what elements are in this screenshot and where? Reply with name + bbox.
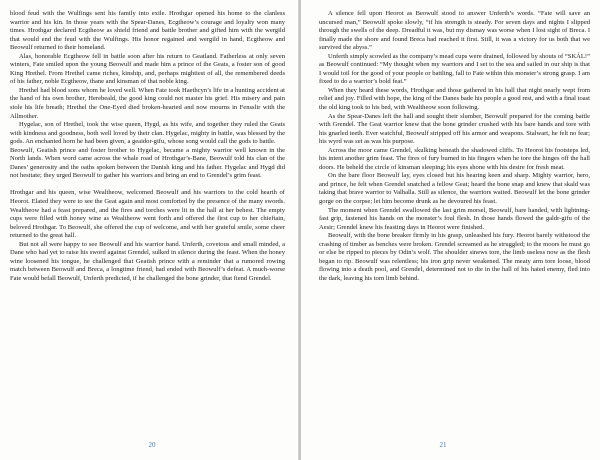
paragraph: Beowulf, Geatish prince and foster brother to Hygelac, became a mighty warrior well known in the North lands. When word came across the whale road of Hrothgar’s-Bane, Beowulf told his clan of the Danes’ generosity and the oaths spoken between the Danish king and his father. Hygelac and Hygd did not hesitate; they urged Beowulf to gather his warriors and bring an end to Grendel’s grim feast. <box>10 146 285 180</box>
paragraph: Hrothgar and his queen, wise Wealtheow, welcomed Beowulf and his warriors to the cold hearth of Heorot. Elated they were to see the Geat again and most comforted by the presence of the many swords. Wealtheow had a feast prepared, and the fires and torches were lit in the hall at her behest. The empty cups were filled with honey wine as Wealtheow went forth and offered the first cup to her chieftain, beloved Hrothgar. To Beowulf, she offered the cup of welcome, and with her grateful smile, some cheer returned to the great hall. <box>10 189 285 240</box>
paragraph: blood feud with the Wulfings sent his family into exile. Hrothgar opened his home to the clanless warrior and his kin. In those years with the Spear-Danes, Ecgtheow’s courage and loyalty won many times. Hrothgar declared Ecgtheow as shield friend and battle brother and gifted him with the wergild that would end the feud with the Wulfings. His honor regained and wergild in hand, Ecgtheow and Beowulf returned to their homeland. <box>10 10 285 52</box>
paragraph: On the bare floor Beowulf lay, eyes closed but his hearing keen and sharp. Mighty warrior, hero, and prince, he felt when Grendel snatched a fellow Geat; heard the bone snap and knew that skald was taking that brave warrior to Valhalla. Still as silence, the warriors waited. Beowulf let the bone grinder gorge on the corpse; let him become drunk as he devoured his feast. <box>319 172 590 206</box>
left-page-body <box>10 10 285 436</box>
paragraph: Beowulf, with the bone breaker firmly in his grasp, unleashed his fury. Heorot barely withstood the crashing of timber as benches were broken. Grendel screamed as he struggled; to the moors he must go or else be ripped to pieces by Odin’s wolf. The shoulder sinews tore, the limb useless now as the flesh began to rip. Beowulf was relentless; his iron grip never weakened. The meaty arm tore loose, blood flowing into a death pool, and Grendel, determined not to die in the hall of his hated enemy, fled into the dark, leaving his torn limb behind. <box>319 232 590 282</box>
paragraph: The moment when Grendel swallowed the last grim morsel, Beowulf, bare handed, with lightning-fast grip, fastened his hands on the monster’s foul flesh. In those hands flowed the galdr-gifu of the Aesir; Grendel knew his feasting days in Heorot were finished. <box>319 206 590 231</box>
paragraph: Across the moor came Grendel, skulking beneath the shadowed cliffs. To Heorot his footsteps led, his intent another grim feast. The fires of fury burned in his fingers when he tore the hinges off the hall doors. He beheld the circle of kinsman sleeping; his eyes shone with his desire for fresh meat. <box>319 146 590 171</box>
paragraph: As the Spear-Danes left the hall and sought their slumber, Beowulf prepared for the coming battle with Grendel. The Geat warrior knew that the bone grinder crushed with his bare hands and tore with his gnarled teeth. Ever watchful, Beowulf stripped off his armor and weapons. Stalwart, he felt no fear; his wyrd was set as was his purpose. <box>319 112 590 146</box>
paragraph: A silence fell upon Heorot as Beowulf stood to answer Unferth’s words. “Fate will save an uncursed man,” Beowulf spoke slowly, “if his strength is steady. For seven days and nights I slipped through the swells of the deep. Dreadful it was, but my dismay was worse when I lost sight of Breca. I finally made the shore and found Breca had reached it first. Still, it was a victory for us both that we survived the abyss.” <box>319 10 590 52</box>
right-page <box>301 0 600 460</box>
paragraph: When they heard these words, Hrothgar and those gathered in his hall that night nearly wept from relief and joy. Filled with hope, the king of the Danes bade his people a good rest, and with a final toast the old king took to his bed, with Wealtheow soon following. <box>319 86 590 112</box>
page-number: 21 <box>439 441 447 449</box>
paragraph: Unferth simply scowled as the company’s mead cups were drained, followed by shouts of “SKÁL!” as Beowulf continued: “My thought when my warriors and I set to the sea and sailed in our ship is that I would toil for the good of your people or battling, fall to Fate within this monster’s strong grasp. I am fixed to do a warrior’s bold feat.” <box>319 52 590 86</box>
paragraph: Hrethel had blood sons whom he loved well. When Fate took Haethcyn’s life in a hunting accident at the hand of his own brother, Herebeald, the good king could not master his grief. His misery and pain stole his life breath; Hrethel the One-Eyed died broken-hearted and now mourns in Fensslir with the Allmother. <box>10 86 285 120</box>
paragraph: Hygelac, son of Hrethel, took the wise queen, Hygd, as his wife, and together they ruled the Geats with kindness and goodness, both well loved by their clan. Hygelac, mighty in battle, was blessed by the gods. An enchanted horn he had been given, a geaidor-gifu, whose song would call the gods to battle. <box>10 121 285 146</box>
page-number: 20 <box>148 441 156 449</box>
right-page-body <box>319 10 590 436</box>
left-page <box>0 0 299 460</box>
paragraph: But not all were happy to see Beowulf and his warrior band. Unferth, covetous and small minded, a Dane who had yet to raise his sword against Grendel, sulked in silence during the feast. When the honey wine loosened his tongue, he challenged that Geatish prince with a reminder that a rumored rowing match between Beowulf and Breca, a longtime friend, had ended with Beowulf’s defeat. A much-worse Fate would befall Beowulf, Unferth predicted, if he challenged the bone grinder, that fiend Grendel. <box>10 240 285 282</box>
paragraph: Alas, honorable Ecgtheow fell in battle soon after his return to Geatland. Fatherless at only seven winters, Fate smiled upon the young Beowulf and made him a prince of the Geats, a foster son of good King Hrethel. From Hrethel came riches, kinship, and, perhaps mightiest of all, the remembered deeds of his father, noble Ecgtheow, thane and kinsman of that noble king. <box>10 52 285 86</box>
